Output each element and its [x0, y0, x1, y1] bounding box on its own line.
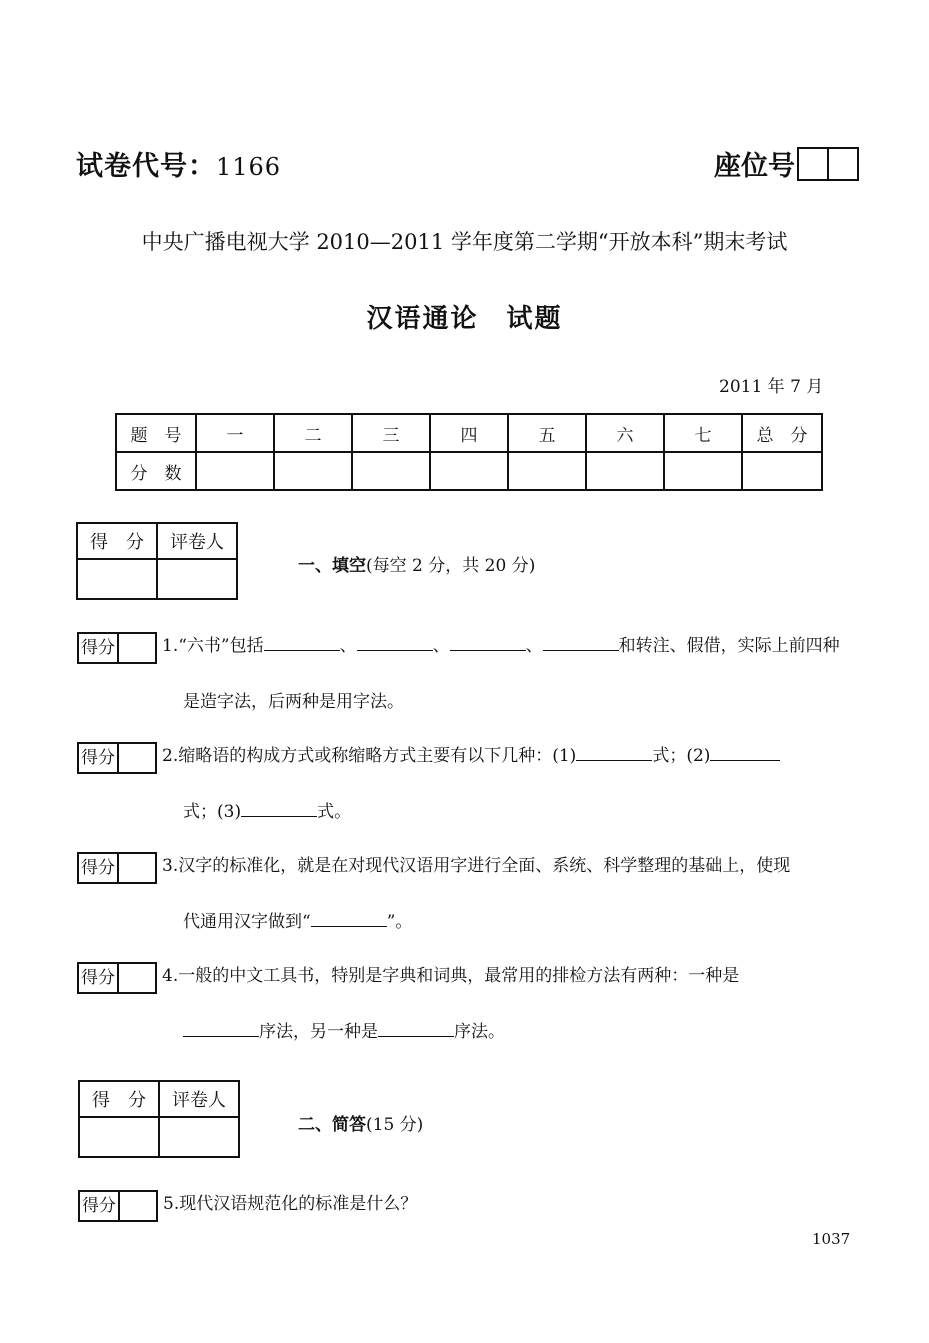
paper-code-label: 试卷代号： — [76, 151, 216, 182]
score-cell[interactable] — [274, 452, 352, 490]
question-score-box — [77, 852, 157, 884]
question-4-line-1 — [162, 962, 739, 990]
question-text: 式；(3) — [183, 802, 242, 822]
question-1-line-1 — [162, 632, 840, 660]
question-score-box — [78, 1190, 158, 1222]
answer-blank[interactable] — [264, 632, 340, 651]
grader-name-label: 评卷人 — [157, 523, 237, 559]
seat-number-boxes[interactable] — [797, 147, 859, 181]
score-row-header: 分 数 — [116, 452, 196, 490]
separator: 、 — [339, 636, 357, 656]
score-table-header: 题 号 — [116, 414, 196, 452]
question-number: 5. — [163, 1194, 180, 1214]
question-text: 缩略语的构成方式或称缩略方式主要有以下几种：(1) — [178, 746, 577, 766]
grader-score-label: 得 分 — [79, 1081, 159, 1117]
section-title-text: 一、填空 — [298, 556, 366, 576]
separator: 、 — [525, 636, 543, 656]
grader-name-cell[interactable] — [159, 1117, 239, 1157]
score-cell[interactable] — [664, 452, 742, 490]
question-4-line-2 — [183, 1018, 505, 1046]
grader-name-cell[interactable] — [157, 559, 237, 599]
question-number: 1. — [162, 636, 179, 656]
question-column: 五 — [508, 414, 586, 452]
answer-blank[interactable] — [241, 798, 317, 817]
question-score-label: 得分 — [79, 964, 119, 992]
seat-box[interactable] — [799, 149, 827, 179]
answer-blank[interactable] — [311, 908, 387, 927]
exam-title: 中央广播电视大学 2010—2011 学年度第二学期“开放本科”期末考试 — [141, 230, 788, 254]
question-text: 式。 — [317, 802, 352, 822]
answer-blank[interactable] — [378, 1018, 454, 1037]
answer-blank[interactable] — [183, 1018, 259, 1037]
question-score-input[interactable] — [119, 854, 155, 882]
page-number: 1037 — [812, 1230, 851, 1248]
answer-blank[interactable] — [543, 632, 619, 651]
seat-number-label: 座位号 — [714, 151, 795, 182]
answer-blank[interactable] — [357, 632, 433, 651]
section-points: (15 分) — [366, 1115, 424, 1135]
score-cell[interactable] — [430, 452, 508, 490]
separator: 、 — [432, 636, 450, 656]
question-column: 四 — [430, 414, 508, 452]
grader-table — [78, 1080, 240, 1158]
answer-blank[interactable] — [710, 742, 780, 761]
question-score-label: 得分 — [79, 854, 119, 882]
exam-date: 2011 年 7 月 — [719, 377, 824, 397]
answer-blank[interactable] — [576, 742, 652, 761]
section-title — [298, 551, 535, 576]
question-text: 式；(2) — [652, 746, 711, 766]
question-score-input[interactable] — [120, 1192, 156, 1220]
question-text: 和转注、假借，实际上前四种 — [618, 636, 840, 656]
question-score-input[interactable] — [119, 634, 155, 662]
question-text: “六书”包括 — [178, 636, 264, 656]
question-number: 2. — [162, 746, 179, 766]
question-text: 一般的中文工具书，特别是字典和词典，最常用的排检方法有两种：一种是 — [178, 966, 740, 986]
question-text: ”。 — [386, 912, 413, 932]
grader-score-label: 得 分 — [77, 523, 157, 559]
question-number: 4. — [162, 966, 179, 986]
question-column: 二 — [274, 414, 352, 452]
question-score-box — [77, 632, 157, 664]
question-3-line-1 — [162, 852, 790, 880]
grader-name-label: 评卷人 — [159, 1081, 239, 1117]
paper-code-value: 1166 — [216, 153, 282, 181]
question-score-box — [77, 742, 157, 774]
seat-box[interactable] — [827, 149, 857, 179]
score-table — [115, 413, 823, 491]
seat-number — [714, 144, 859, 183]
question-text: 序法。 — [454, 1022, 505, 1042]
section-points: (每空 2 分，共 20 分) — [366, 556, 536, 576]
question-text: 代通用汉字做到“ — [183, 912, 311, 932]
total-score-cell[interactable] — [742, 452, 822, 490]
question-column: 七 — [664, 414, 742, 452]
question-5-line-1 — [163, 1190, 417, 1218]
question-3-line-2 — [183, 908, 412, 936]
section-title — [298, 1110, 423, 1135]
question-score-label: 得分 — [80, 1192, 120, 1220]
question-column: 一 — [196, 414, 274, 452]
question-text: 序法，另一种是 — [259, 1022, 378, 1042]
question-score-box — [77, 962, 157, 994]
question-column: 六 — [586, 414, 664, 452]
grader-score-cell[interactable] — [79, 1117, 159, 1157]
grader-table — [76, 522, 238, 600]
answer-blank[interactable] — [450, 632, 526, 651]
score-cell[interactable] — [196, 452, 274, 490]
total-column: 总 分 — [742, 414, 822, 452]
paper-code — [76, 144, 281, 183]
question-2-line-1 — [162, 742, 780, 770]
section-title-text: 二、简答 — [298, 1115, 366, 1135]
question-number: 3. — [162, 856, 179, 876]
question-score-label: 得分 — [79, 744, 119, 772]
question-score-input[interactable] — [119, 744, 155, 772]
grader-score-cell[interactable] — [77, 559, 157, 599]
question-column: 三 — [352, 414, 430, 452]
score-cell[interactable] — [586, 452, 664, 490]
score-cell[interactable] — [508, 452, 586, 490]
question-1-line-2: 是造字法，后两种是用字法。 — [183, 692, 404, 712]
score-cell[interactable] — [352, 452, 430, 490]
question-score-label: 得分 — [79, 634, 119, 662]
question-score-input[interactable] — [119, 964, 155, 992]
question-text: 汉字的标准化，就是在对现代汉语用字进行全面、系统、科学整理的基础上，使现 — [178, 856, 791, 876]
question-2-line-2 — [183, 798, 351, 826]
question-text: 现代汉语规范化的标准是什么？ — [179, 1194, 418, 1214]
subject-title: 汉语通论 试题 — [366, 304, 563, 334]
